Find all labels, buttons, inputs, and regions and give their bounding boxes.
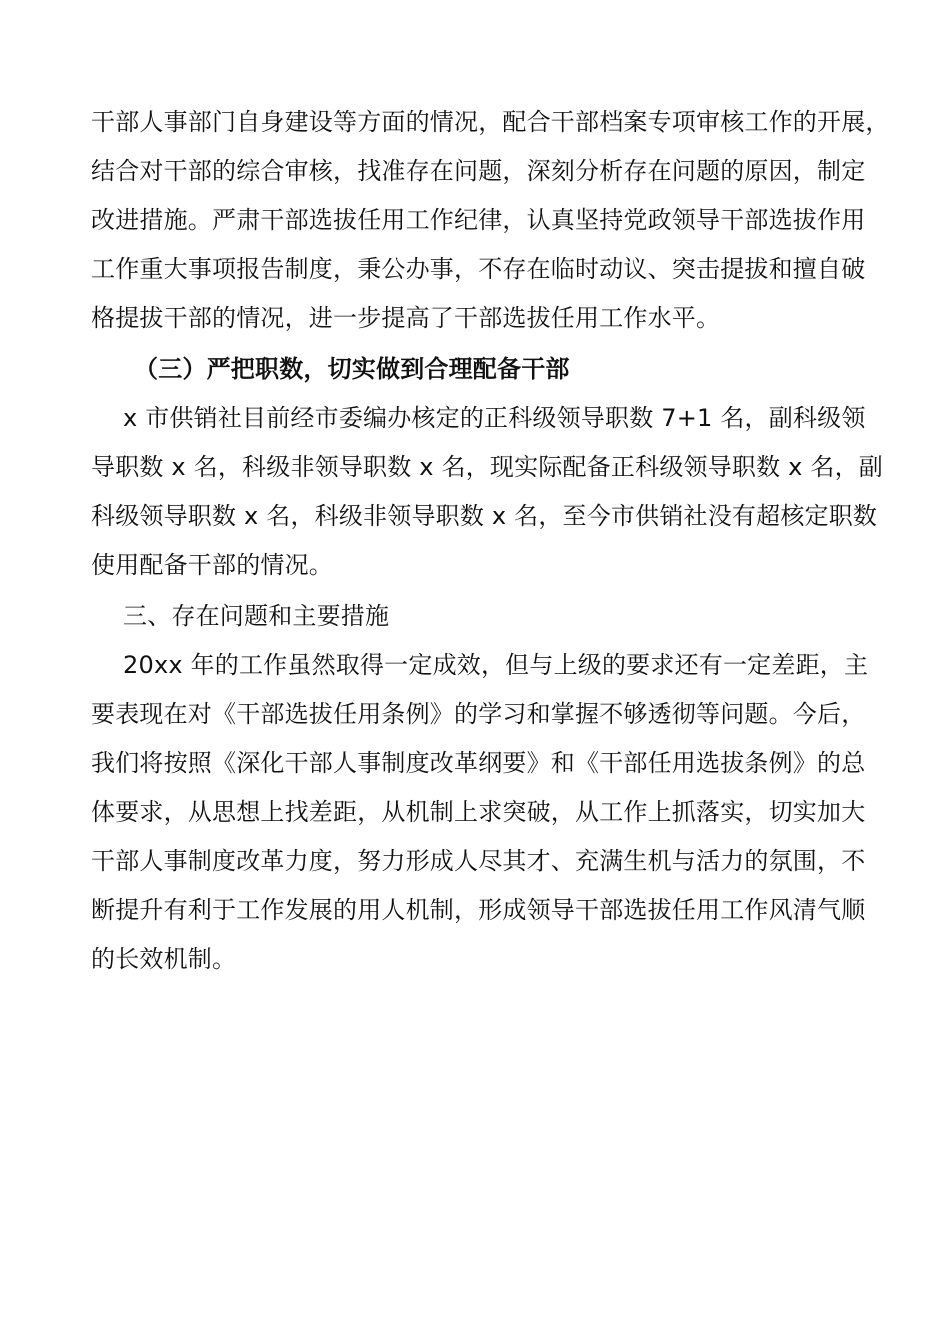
- paragraph-line: 要表现在对《干部选拔任用条例》的学习和掌握不够透彻等问题。今后，: [91, 700, 866, 728]
- paragraph-line: 干部人事制度改革力度，努力形成人尽其才、充满生机与活力的氛围，不: [91, 847, 866, 875]
- paragraph-line: 体要求，从思想上找差距，从机制上求突破，从工作上抓落实，切实加大: [91, 798, 866, 826]
- paragraph-line: 断提升有利于工作发展的用人机制，形成领导干部选拔任用工作风清气顺: [91, 896, 866, 924]
- paragraph-line: 工作重大事项报告制度，秉公办事，不存在临时动议、突击提拔和擅自破: [91, 255, 866, 283]
- section-heading: （三）严把职数，切实做到合理配备干部: [134, 355, 570, 383]
- paragraph-line: 格提拔干部的情况，进一步提高了干部选拔任用工作水平。: [91, 304, 721, 332]
- paragraph-line: 干部人事部门自身建设等方面的情况，配合干部档案专项审核工作的开展，: [91, 108, 890, 136]
- paragraph-line: x 市供销社目前经市委编办核定的正科级领导职数 7+1 名，副科级领: [123, 404, 866, 432]
- paragraph-line: 科级领导职数 x 名，科级非领导职数 x 名，至今市供销社没有超核定职数: [91, 502, 878, 530]
- paragraph-line: 20xx 年的工作虽然取得一定成效，但与上级的要求还有一定差距，主: [123, 651, 869, 679]
- paragraph-line: 使用配备干部的情况。: [91, 551, 333, 579]
- paragraph-line: 我们将按照《深化干部人事制度改革纲要》和《干部任用选拔条例》的总: [91, 749, 866, 777]
- paragraph-line: 改进措施。严肃干部选拔任用工作纪律，认真坚持党政领导干部选拔作用: [91, 206, 866, 234]
- paragraph-line: 的长效机制。: [91, 945, 237, 973]
- section-heading: 三、存在问题和主要措施: [123, 602, 390, 630]
- paragraph-line: 导职数 x 名，科级非领导职数 x 名，现实际配备正科级领导职数 x 名，副: [91, 453, 883, 481]
- paragraph-line: 结合对干部的综合审核，找准存在问题，深刻分析存在问题的原因，制定: [91, 157, 866, 185]
